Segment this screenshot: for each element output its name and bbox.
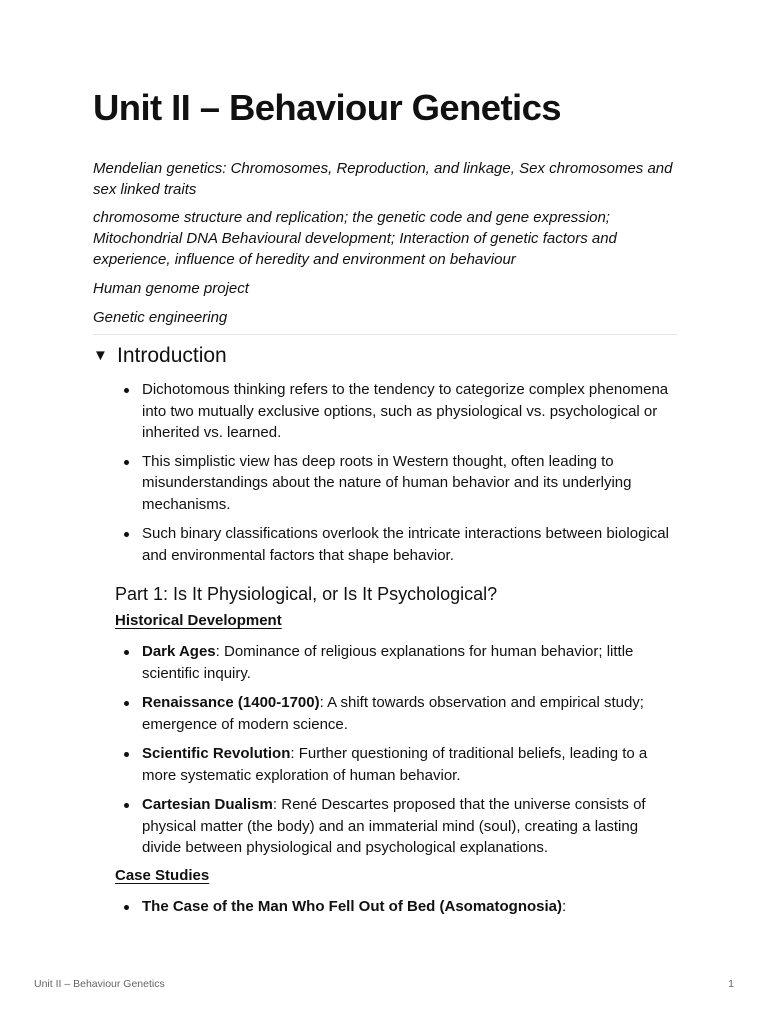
separator: :: [290, 745, 295, 762]
footer-title: Unit II – Behaviour Genetics: [34, 978, 165, 990]
part1-heading: Part 1: Is It Physiological, or Is It Psychological?: [115, 584, 498, 604]
separator: :: [319, 694, 324, 711]
list-item: Dichotomous thinking refers to the tendency to categorize complex phenomena into two mutually exclusive options, such as physiological vs. psychological or inherited vs. learned.: [115, 379, 677, 444]
triangle-down-icon[interactable]: ▼: [93, 347, 108, 364]
page-number: 1: [728, 978, 734, 990]
term: Scientific Revolution: [142, 745, 291, 762]
term: Cartesian Dualism: [142, 796, 273, 813]
historical-development-heading: Historical Development: [115, 612, 282, 629]
list-item: Such binary classifications overlook the intricate interactions between biological and environmental factors that shape behavior.: [115, 523, 677, 566]
description: René Descartes proposed that the universe consists of physical matter (the body) and an immaterial mind (soul), creating a lasting divide between physiological and psychological explanations.: [142, 796, 646, 856]
case-studies-heading: Case Studies: [115, 867, 210, 884]
introduction-toggle[interactable]: [93, 342, 227, 370]
introduction-heading: Introduction: [117, 344, 227, 367]
list-item: [115, 692, 677, 735]
case-studies-list: [115, 896, 677, 918]
list-item: [115, 743, 677, 786]
subtitle-line-3: Human genome project: [93, 280, 249, 297]
list-item: This simplistic view has deep roots in Western thought, often leading to misunderstandings about the nature of human behavior and its underlying mechanisms.: [115, 451, 677, 516]
divider: [93, 334, 677, 335]
historical-development-body: [115, 641, 677, 859]
historical-list: [115, 641, 677, 859]
subtitle-line-4: Genetic engineering: [93, 309, 228, 326]
term: The Case of the Man Who Fell Out of Bed (Asomatognosia): [142, 898, 563, 915]
separator: :: [215, 643, 220, 660]
separator: :: [562, 898, 567, 915]
subtitle-line-1: Mendelian genetics: Chromosomes, Reproduction, and linkage, Sex chromosomes and sex linked traits: [93, 160, 673, 198]
term: Dark Ages: [142, 643, 216, 660]
list-item: [115, 896, 677, 918]
list-item: [115, 794, 677, 859]
term: Renaissance (1400-1700): [142, 694, 320, 711]
description: Further questioning of traditional beliefs, leading to a more systematic exploration of human behavior.: [142, 745, 648, 784]
introduction-body: [115, 379, 677, 566]
page-title: Unit II – Behaviour Genetics: [93, 87, 561, 128]
description: A shift towards observation and empirical study; emergence of modern science.: [142, 694, 644, 733]
separator: :: [272, 796, 278, 813]
subtitle-line-2: chromosome structure and replication; the genetic code and gene expression; Mitochondrial DNA Behavioural development; Interaction of genetic factors and experience, influence of heredity and environment on behaviour: [93, 209, 617, 268]
description: Dominance of religious explanations for human behavior; little scientific inquiry.: [142, 643, 634, 682]
case-studies-body: [115, 896, 677, 918]
introduction-list: [115, 379, 677, 566]
list-item: [115, 641, 677, 684]
